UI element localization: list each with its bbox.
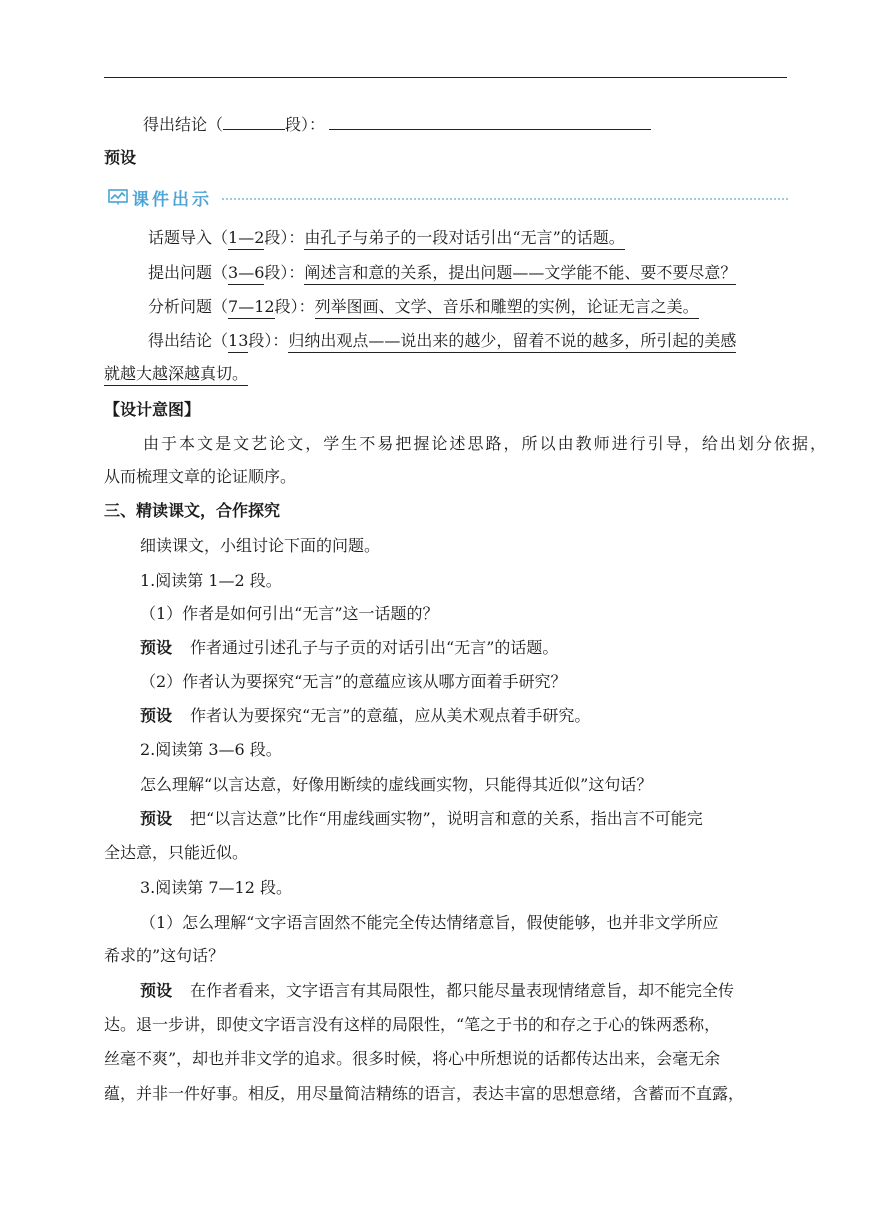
design-intent-heading: 【设计意图】 — [104, 400, 201, 419]
question-text: 怎么理解“以言达意，好像用断续的虚线画实物，只能得其近似”这句话？ — [140, 775, 653, 794]
sub-question: （2）作者认为要探究“无言”的意蕴应该从哪方面着手研究？ — [140, 672, 567, 691]
design-intent-text: 由于本文是文艺论文，学生不易把握论述思路，所以由教师进行引导，给出划分依据， — [143, 434, 826, 453]
question: 2.阅读第 3—6 段。 — [140, 740, 282, 759]
structure-item: 分析问题（7—12段）：列举图画、文学、音乐和雕塑的实例，论证无言之美。 — [104, 297, 831, 317]
yushe-heading: 预设 — [104, 148, 137, 167]
courseware-banner — [108, 185, 788, 209]
answer-keyword: 预设 — [140, 981, 173, 1000]
answer: 预设 作者认为要探究“无言”的意蕴，应从美术观点着手研究。 — [140, 706, 591, 725]
banner-title: 课件出示 — [132, 189, 212, 210]
answer: 预设 在作者看来，文字语言有其局限性，都只能尽量表现情绪意旨，却不能完全传 — [140, 981, 735, 1000]
conclusion-blank[interactable] — [329, 113, 651, 130]
question: 1.阅读第 1—2 段。 — [140, 571, 282, 590]
section-heading: 三、精读课文，合作探究 — [104, 501, 281, 520]
conclusion-prompt: 得出结论（ 段）： — [104, 113, 826, 135]
answer-continued: 丝毫不爽”，却也并非文学的追求。很多时候，将心中所想说的话都传达出来，会毫无余 — [104, 1049, 721, 1068]
answer-continued: 蕴，并非一件好事。相反，用尽量简洁精练的语言，表达丰富的思想意绪，含蓄而不直露， — [104, 1084, 745, 1103]
structure-item: 提出问题（3—6段）：阐述言和意的关系，提出问题——文学能不能、要不要尽意？ — [104, 263, 831, 283]
answer: 预设 作者通过引述孔子与子贡的对话引出“无言”的话题。 — [140, 638, 559, 657]
answer-keyword: 预设 — [140, 706, 173, 725]
design-intent-text: 从而梳理文章的论证顺序。 — [104, 467, 297, 486]
structure-item-continued: 就越大越深越真切。 — [104, 364, 787, 384]
section-intro: 细读课文，小组讨论下面的问题。 — [140, 536, 381, 555]
header-rule — [104, 77, 787, 78]
answer-continued: 达。退一步讲，即使文字语言没有这样的局限性，“笔之于书的和存之于心的铢两悉称， — [104, 1015, 721, 1034]
answer-continued: 全达意，只能近似。 — [104, 843, 249, 862]
chart-icon — [108, 189, 128, 205]
answer: 预设 把“以言达意”比作“用虚线画实物”，说明言和意的关系，指出言不可能完 — [140, 809, 703, 828]
structure-item: 得出结论（13段）：归纳出观点——说出来的越少，留着不说的越多，所引起的美感 — [104, 331, 831, 351]
sub-question-continued: 希求的”这句话？ — [104, 946, 225, 965]
banner-dotted-rule — [222, 198, 788, 200]
paragraph-blank[interactable] — [223, 113, 285, 130]
question: 3.阅读第 7—12 段。 — [140, 878, 292, 897]
answer-keyword: 预设 — [140, 638, 173, 657]
sub-question: （1）怎么理解“文字语言固然不能完全传达情绪意旨，假使能够，也并非文学所应 — [140, 913, 719, 932]
answer-keyword: 预设 — [140, 809, 173, 828]
sub-question: （1）作者是如何引出“无言”这一话题的？ — [140, 604, 439, 623]
structure-item: 话题导入（1—2段）：由孔子与弟子的一段对话引出“无言”的话题。 — [104, 228, 831, 248]
